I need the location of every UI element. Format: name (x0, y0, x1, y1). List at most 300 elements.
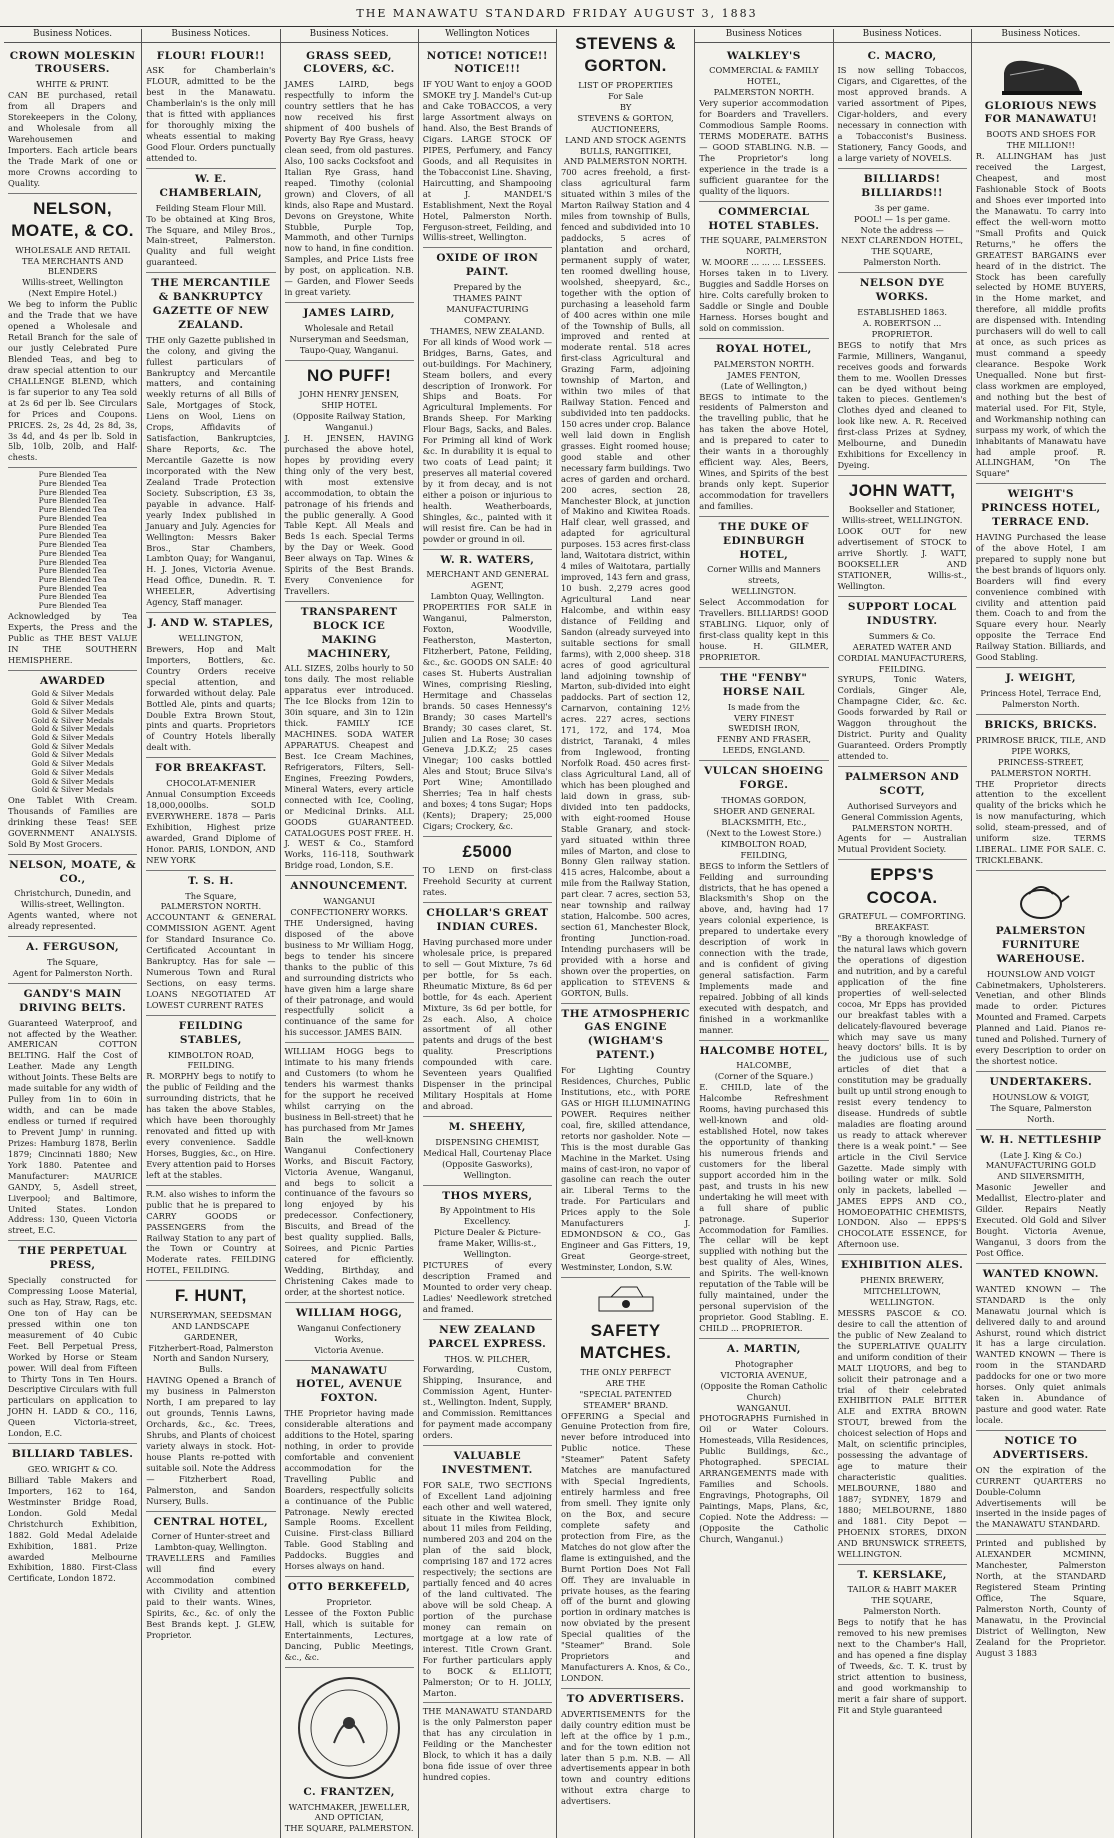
ad-list-item: Gold & Silver Medals (31, 689, 114, 699)
ad-subline: THOMAS GORDON, (721, 795, 807, 805)
ad-subline: THAMES, NEW ZEALAND. (430, 325, 545, 336)
ad-subline: HOUNSLOW AND VOIGT (986, 968, 1095, 979)
ad-title: SAFETY MATCHES. (579, 1320, 672, 1363)
ad-subline: POOL! — 1s per game. (853, 213, 951, 224)
ad-list-item: Pure Blended Tea (38, 470, 107, 480)
ad-subline: PRIMROSE BRICK, TILE, AND PIPE WORKS, (975, 734, 1106, 756)
advertisement (423, 837, 552, 903)
ad-subline: Wanganui Confectionery Works, (297, 1322, 401, 1344)
advertisement (146, 1016, 275, 1186)
ad-body: PROPERTIES FOR SALE in Wanganui, Palmerston, Foxton, Woodville, Featherston, Masterton, Fitzherbert, Patone, Feilding, &c., &c. GOODS ON SALE: 40 cases St. Huberts Australian Wines, comprising Riesling, Hermitage and Chasselas brands. 50 cases Hennessy's Brandy; 30 cases Martell's Brandy; 30 cases claret, St. Julien and La Rose; 30 cases Geneva J.D.K.Z; 25 cases Vinegar; 100 casks bottled Ales and Stout; Bruce Silva's Port Wine; Amontillado Sherries; Tea in half chests and boxes; 4 tons Sugar; Hops (Kents); Drapery; 25,000 Cigars; Crockery, &c. (422, 602, 552, 832)
advertisement (976, 1535, 1106, 1662)
ad-title: NO PUFF! (306, 365, 392, 385)
ad-subline: Corner Willis and Manners streets, (707, 564, 821, 586)
ad-body: Horses taken in to Livery. Buggies and Saddle Horses on hire. Colts carefully broken to Saddle or Single and Double Harness. Horses bought and sold on commission. (699, 268, 829, 333)
ad-body: To be obtained at King Bros, The Square, and Miley Bros., Main-street, Palmerston. Quality and full weight guaranteed. (146, 213, 276, 268)
advertisement (146, 1186, 275, 1282)
ad-subline: LAND AND STOCK AGENTS (565, 134, 687, 145)
ad-list-item: Gold & Silver Medals (31, 776, 114, 786)
advertisement (146, 758, 275, 870)
ad-subline: (Next Empire Hotel.) (28, 288, 117, 299)
ad-subline: THE SQUARE, PALMERSTON NORTH, (700, 235, 828, 257)
advertisement (423, 550, 552, 837)
ad-subline: THE SQUARE, (871, 1595, 933, 1606)
advertisement (285, 876, 414, 1043)
ad-title: GLORIOUS NEWS FOR MANAWATU! (984, 99, 1098, 126)
ad-body: Select Accommodation for Travellers. BILLIARDS! GOOD STABLING. Liquor, only of first-class quality kept in this house. H. GILMER, PROPRIETOR. (699, 597, 829, 662)
ad-body: We beg to inform the Public and the Trade that we have opened a Wholesale and Retail Branch for the sale of our justly Celebrated Pure Blended Teas, and beg to draw special attention to our CHALLENGE BLEND, which is far superior to any Tea sold at 2s 6d per lb. See Circulars for Prices and Coupons. PRICES. 2s, 2s 4d, 2s 8d, 3s, 3s 4d, and 4s per lb. Sold in 5lb, 10lb, 20lb, and Half-chests. (8, 299, 138, 463)
advertisement (976, 1130, 1106, 1264)
ad-list-item: Gold & Silver Medals (31, 759, 114, 769)
ad-body: PICTURES of every description Framed and Mounted to order very cheap. Ladies' Needlework stretched and framed. (422, 1260, 552, 1314)
ad-list-item: Pure Blended Tea (38, 513, 107, 523)
advertisement (146, 169, 275, 273)
ad-subline: Wholesale and Retail Nurseryman and Seedsman, (289, 322, 409, 344)
ad-list-item: Pure Blended Tea (38, 496, 107, 506)
ad-title: CHOLLAR'S GREAT INDIAN CURES. (426, 907, 549, 934)
ad-title: JAMES LAIRD, (303, 307, 395, 320)
ad-body: Billiard Table Makers and Importers, 162 to 164, Westminster Bridge Road, London. Gold Medal Christchurch Exhibition, 1882. Gold Medal Adelaide Exhibition, 1881. Prize awarded Melbourne Exhibition, 1880. First-Class Certificate, London 1872. (8, 1474, 138, 1584)
ad-title: NOTICE TO ADVERTISERS. (993, 1434, 1089, 1461)
ad-body: 700 acres freehold, a first-class agricultural farm situated within 3 miles of the Marton Railway Station and 4 miles from township of Bulls, fenced and subdivided into 10 paddocks, 5 acres of plantation and orchard, permanent supply of water, ten roomed dwelling house, woolshed, sheepyard, &c., together with the option of purchasing a leasehold farm of 400 acres within one mile of the Township of Bulls, all improved and rented at moderate rental. 518 acres first-class Agricultural and Grazing Farm, adjoining township of Marton, and within two miles of that Railway Station. Fenced and subdivided into ten paddocks. 150 acres under crop. Balance well laid down in English grasses. Eight roomed house; good stable and other necessary farm buildings. Two acres of garden and orchard. 200 acres, section 28, Manchester Block, at junction of Makino and Kiwitea Roads. Half clear, well grassed, and adapted for agricultural purposes. 153 acres first-class land, Waitotara district, within 4 miles of Waitotara, partially improved, 143 fern and grass, 10 bush. 2,279 acres good Agricultural Land near Halcombe, and within easy distance of Feilding and Sandon (already surveyed into suitable sections for small farms), with 2,000 sheep. 318 acres of good agricultural land adjoining township of Marton, sub-divided into eight paddocks. Part of section 12, Carnarvon, containing 12½ acres. 227 acres, sections 171, 172, and 174, Moa district, Taranaki, 4 miles from Inglewood, fronting Norfolk Road. 450 acres first-class Agricultural Land, all of which has been ploughed and laid down in grass, sub-divided into ten paddocks, with eight-roomed House Stable Granary, and stock-yard situated within three miles of Marton, and close to Bonny Glen railway station. 415 acres, Halcombe, about a mile from the Railway Station, part clear. 7 acres, section 53, near township and railway station, Halcombe. 500 acres, section 61, Manchester Block, fronting Junction-road. Intending purchasers will be provided with a horse and shown over the properties, on application to STEVENS & GORTON, Bulls. (561, 167, 691, 998)
ad-subline: 3s per game. (874, 202, 930, 213)
ad-subline: BY (619, 101, 632, 112)
column-heading: Business Notices. (834, 29, 971, 43)
ad-subline: THOS. W. PILCHER, (444, 1353, 531, 1364)
ad-title: FEILDING STABLES, (178, 1019, 244, 1046)
advertisement (8, 1241, 137, 1444)
ad-subline: PALMERSTON NORTH. (713, 358, 815, 369)
ad-list-item: Pure Blended Tea (38, 592, 107, 602)
ad-body: THE Proprietor directs attention to the excellent quality of the bricks which he is now manufacturing, which solid, steam-pressed, and of uniform size. TERMS LIBERAL. LIME FOR SALE. C. TRICKLEBANK. (975, 778, 1106, 866)
ad-list-item: Pure Blended Tea (38, 479, 107, 489)
ad-title: SUPPORT LOCAL INDUSTRY. (847, 600, 957, 627)
ad-subline: Prepared by the (453, 282, 522, 293)
column-2 (142, 29, 280, 1838)
advertisement (8, 984, 137, 1241)
advertisement (699, 339, 828, 517)
ad-title: THE MERCANTILE & BANKRUPTCY GAZETTE OF NEW ZEALAND. (151, 277, 271, 331)
ad-title: THE PERPETUAL PRESS, (18, 1245, 127, 1272)
ad-title: EPPS'S COCOA. (866, 865, 938, 907)
ad-subline: FEILDING. (187, 1060, 235, 1071)
advertisement (838, 767, 967, 860)
ad-body: THE Undersigned, having disposed of the above business to Mr William Hogg, begs to tender his sincere thanks to the public of this and surrounding districts who have given him a large share of their patronage, and would respectfully solicit a continuance of the same for his successor. JAMES BAIN. (284, 917, 414, 1038)
ad-body: Printed and published by ALEXANDER MCMINN, Manchester, Palmerston North, at the STANDARD Registered Steam Printing Office, The Square, Palmerston North, County of Manawatu, in the Provincial District of Wellington, New Zealand for the Proprietor. August 3 1883 (975, 1538, 1106, 1658)
ad-body: Agents for — Australian Mutual Provident Society. (837, 833, 967, 855)
ad-list-item: Pure Blended Tea (38, 531, 107, 541)
ad-title: NELSON DYE WORKS. (859, 277, 945, 304)
column-heading: Wellington Notices (419, 29, 556, 43)
ad-subline: By Appointment to His Excellency. (439, 1205, 536, 1227)
ad-subline: Fitzherbert-Road, Palmerston North and Sandon Nursery, Bulls. (148, 1342, 274, 1375)
ad-subline: (Opposite the Roman Catholic Church) (700, 1380, 828, 1402)
ad-list-item: Pure Blended Tea (38, 601, 107, 611)
ad-subline: MANUFACTURING GOLD AND SILVERSMITH, (985, 1160, 1097, 1182)
ad-body: One Tablet With Cream. Thousands of Families are drinking these Teas! SEE GOVERNMENT ANALYSIS. Sold By Most Grocers. (8, 795, 138, 849)
ad-subline: COMMERCIAL & FAMILY HOTEL, (709, 65, 819, 87)
ad-title: WILLIAM HOGG, (295, 1306, 403, 1319)
ad-subline: Feilding Steam Flour Mill. (155, 202, 267, 213)
ad-body: Having purchased more under wholesale price, is prepared to sell — Gout Mixture, 7s 6d per bottle, for 5s each. Rheumatic Mixture, 8s 6d per bottle, for 4s each. Aperient Mixture, 3s 6d per bottle, for 2s each. Also, A choice assortment of all other patents and drugs of the best quality. Prescriptions compounded with care. Seventeen years Qualified Dispenser in the principal Military Hospitals at Home and abroad. (422, 936, 552, 1111)
ad-subline: A. ROBERTSON ... PROPRIETOR. (862, 317, 942, 339)
ad-title: ANNOUNCEMENT. (290, 880, 408, 893)
advertisement (976, 484, 1106, 668)
ad-body: HAVING Opened a Branch of my business in Palmerston North, I am prepared to lay out grounds, Tennis Lawns, Orchards, &c., &c. Trees, Shrubs, and Plants of choicest variety always in stock. Hot-house Plants re-potted with suitable soil. Note the Address — Fitzherbert Road, Palmerston, and Sandon Nursery, Bulls. (146, 1375, 276, 1506)
advertisement (838, 1255, 967, 1564)
ad-title: J. AND W. STAPLES, (148, 617, 274, 630)
ad-subline: (Next to the Lowest Store.) (706, 827, 822, 838)
advertisement (423, 903, 552, 1117)
ad-body: MESSRS PASCOE & CO. desire to call the attention of the public of New Zealand to the SUPERLATIVE QUALITY and uniform condition of their MALT LIQUORS, and beg to solicit their patronage and a trial of their celebrated EXHIBITION PALE BITTER ALE and EXTRA BROWN STOUT, brewed from the choicest selection of Hops and Malt, on scientific principles, possessing the advantage of age to mature their characteristic qualities. MELBOURNE, 1880 and 1887; SYDNEY, 1879 and 1880; MELBOURNE, 1880 and 1881. City Depot — PHOENIX STORES, DIXON AND BRUNSWICK STREETS, WELLINGTON. (837, 1307, 967, 1559)
ad-title: UNDERTAKERS. (989, 1076, 1093, 1089)
advertisement (838, 169, 967, 273)
ad-subline: JAMES FENTON, (727, 369, 801, 380)
ad-subline: (Opposite Railway Station, Wanganui.) (292, 411, 406, 432)
ad-body: ACCOUNTANT & GENERAL COMMISSION AGENT. Agent for Standard Insurance Co. Certificated Accountant in Bankruptcy. Has for sale — Numerous Town and Rural Sections, on easy terms. LOANS NEGOTIATED AT LOWEST CURRENT RATES (146, 912, 276, 1010)
ad-subline: DISPENSING CHEMIST, (435, 1136, 540, 1147)
ad-subline: TAILOR & HABIT MAKER (847, 1584, 957, 1595)
ad-subline: Picture Dealer & Picture-frame Maker, Willis-st., Wellington. (433, 1227, 541, 1260)
ad-body: FOR SALE, TWO SECTIONS of Excellent Land adjoining each other and well watered, situate in the Kiwitea Block, about 11 miles from Feilding, numbered 203 and 204 on the plan of the said block, comprising 187 and 172 acres respectively; the sections are partially fenced and 40 acres of the land cultivated. The above will be sold Cheap. A portion of the purchase money can remain on mortgage at a low rate of interest. Title Crown Grant. For further particulars apply to BOCK & ELLIOTT, Palmerston; Or to H. JOLLY, Marton. (422, 1479, 552, 1698)
ad-list-item: Gold & Silver Medals (31, 706, 114, 716)
ad-title: A. FERGUSON, (26, 941, 120, 954)
ad-title: W. H. NETTLESHIP (980, 1133, 1102, 1146)
ad-list-item: Pure Blended Tea (38, 487, 107, 497)
ad-subline: VERY FINEST (734, 712, 794, 723)
advertisement (285, 1668, 414, 1838)
ad-list-item: Pure Blended Tea (38, 583, 107, 593)
ad-body: Guaranteed Waterproof, and not affected by the Weather. AMERICAN COTTON BELTING. Half the Cost of Leather. Made any Length without Joints. These Belts are made suitable for any width of Pulley from 1in to 60in in width, and can be made endless or turned if required to Prevent Jump' in running. Prizes: Hamburg 1878, Berlin 1879; Cincinnati 1880; New York 1880. Patentee and Manufacturer: MAURICE GANDY, 5, Asdell street, Liverpool; and Baltimore, United States. London Address: 130, Queen Victoria street, E.C. (8, 1017, 138, 1236)
ad-list-item: Pure Blended Tea (38, 522, 107, 532)
ad-title: W. R. WATERS, (440, 553, 535, 566)
advertisement (838, 46, 967, 169)
column-heading: Business Notices. (4, 29, 141, 43)
advertisement (699, 202, 828, 339)
advertisement (285, 303, 414, 361)
advertisement (561, 29, 690, 1004)
ad-body: Specially constructed for Compressing Loose Material, such as Hay, Straw, Rags, etc. One ton of Hay can be pressed within one ton measurement of 40 Cubic Feet. Bell Perpetual Press, Worked by Horse or Steam power. Will deal from Fifteen to Thirty Tons in Ten Hours. Descriptive Circulars with full particulars on application to JOHN H. LADD & CO., 116, Queen Victoria-street, London, E.C. (8, 1275, 138, 1439)
advertisement (561, 1004, 690, 1278)
ad-title: TO ADVERTISERS. (566, 1692, 685, 1705)
ad-subline: Bookseller and Stationer, Willis-street, WELLINGTON. (841, 504, 963, 526)
ad-subline: Lambton Quay, Wellington. (430, 591, 545, 602)
advertisement (699, 668, 828, 761)
ad-body: THE only Gazette published in the colony, and giving the fullest particulars of Bankruptcy and Mercantile matters, and containing weekly returns of all Bills of Sale, Mortgages of Stock, Liens on Wool, Liens on Crops, Affidavits of Satisfaction, Bankruptcies, Share Reports, &c. The Mercantile Gazette is now incorporated with the New Zealand Trade Protection Society. Subscription, £3 3s, payable in advance. Half-yearly Index published in January and July. Agencies for Wellington: Messrs Baker Bros., Star Chambers, Lambton Quay; for Wanganui, H. J. Jones, Victoria Avenue. Head Office, Dunedin. R. T. WHEELER, Advertising Agency, Staff manager. (146, 334, 276, 608)
advertisement (8, 468, 137, 670)
ad-subline: PALMERSTON NORTH. (160, 901, 262, 912)
ad-subline: Medical Hall, Courtenay Place (Opposite Gasworks), Wellington. (423, 1147, 552, 1180)
advertisement (838, 476, 967, 597)
advertisement (285, 361, 414, 602)
ad-title: F. HUNT, (174, 1286, 247, 1306)
column-4 (419, 29, 557, 1838)
column-heading: Business Notices (695, 29, 832, 43)
advertisement (423, 46, 552, 249)
advertisement (976, 715, 1106, 871)
ad-title: NELSON, MOATE, & CO., (9, 858, 137, 885)
column-grid (0, 27, 1114, 1834)
ad-body: ALL SIZES, 20lbs hourly to 50 tons daily. The most reliable apparatus ever introduced. The Ice Blocks from 12in to 30in square, and 3in to 12in thick. FAMILY ICE MACHINES. SODA WATER APPARATUS. Cheapest and Best. Ice Cream Machines, Refrigerators, Filters, Sell-Engines, Freezing Powders, Mineral Waters, every article connected with Ice, Cooling, or Medicinal Drinks. ALL GOODS GUARANTEED. CATALOGUES POST FREE. H. J. WEST & Co., Stamford Works, 116-118, Southwark Bridge road, London, S.E. (284, 663, 414, 871)
advertisement (285, 1303, 414, 1361)
ad-subline: FENBY AND FRASER, (716, 734, 812, 745)
steamer-brand-icon (561, 1281, 690, 1319)
ad-body: "By a thorough knowledge of the natural laws which govern the operations of digestion and nutrition, and by a careful application of the fine properties of well-selected cocoa, Mr Epps has provided our breakfast tables with a delicately-flavoured beverage which may save us many heavy doctors' bills. It is by the judicious use of such articles of diet that a constitution may be gradually built up until strong enough to resist every tendency to disease. Hundreds of subtle maladies are floating around us ready to attack wherever there is a weak point." — See article in the Civil Service Gazette. Made simply with boiling water or milk. Sold only in packets, labelled — JAMES EPPS AND CO., HOMOEOPATHIC CHEMISTS, LONDON. Also — EPPS'S CHOCOLATE ESSENCE, for Afternoon use. (837, 933, 967, 1250)
ad-title: M. SHEEHY, (448, 1120, 526, 1133)
advertisement (423, 1703, 552, 1787)
ad-body: R. ALLINGHAM has just received the Largest, Cheapest, and most Fashionable Stock of Boots and Shoes ever imported into the Manawatu. To carry into effect the well-worn motto "Small Profits and Quick Returns," he offers the GREATEST BARGAINS ever heard of in the district. The Stock has been carefully selected by HOME BUYERS, in the Home market, and therefore, all middle profits are dispensed with. Intending purchasers will do well to call at once, as such prices as must command a speedy clearance. Bespoke Work Unequalled. None but first-class workmen are employed, and nothing but the best of material used. For Fit, Style, and Workmanship nothing can surpass my work, of which the inhabitants of Manawatu have had ample proof. R. ALLINGHAM, "On The Square" (975, 151, 1106, 479)
ad-subline: (Corner of the Square.) (714, 1071, 814, 1082)
advertisement (146, 613, 275, 758)
ad-body: Cabinetmakers, Upholsterers. Venetian, and other Blinds made to order. Pictures Mounted and Framed. Carpets Planned and Laid. Pianos re-tuned and Polished. Turnery of every Description to order on the shortest notice. (975, 979, 1106, 1067)
ad-subline: PRINCESS-STREET, PALMERSTON NORTH. (990, 756, 1092, 778)
ad-subline: Note the address — (860, 224, 944, 235)
ad-title: JOHN WATT, (848, 481, 956, 501)
ad-subline: WHOLESALE AND RETAIL (15, 244, 130, 255)
ad-title: W. E. CHAMBERLAIN, (159, 172, 263, 199)
ad-body: PHOTOGRAPHS Furnished in Oil or Water Colours. Homesteads, Villa Residences, Public Buildings, &c., Photographed. SPECIAL ARRANGEMENTS made with Families and Schools. Engravings, Photographs, Oil Paintings, Maps, Plans, &c, Copied. Note the Address: — (Opposite the Catholic Church, Wanganui.) (699, 1413, 829, 1544)
column-1 (4, 29, 142, 1838)
ad-body: R.M. also wishes to inform the public that he is prepared to CARRY GOODS or PASSENGERS from the Railway Station to any part of the Town or Country at Moderate rates. FEILDING HOTEL, FEILDING. (146, 1188, 276, 1276)
ad-title: NELSON, MOATE, & CO. (11, 198, 135, 241)
ad-subline: BULLS, RANGITIKEI, (580, 145, 672, 156)
ad-title: £5000 (462, 841, 513, 861)
advertisement (561, 1278, 690, 1689)
ad-body: ASK for Chamberlain's FLOUR, admitted to be the best in the Manawatu. Chamberlain's is the only mill that is fitted with appliances for thoroughly mixing the wheats essential to making Good Flour. Orders punctually attended to. (146, 65, 276, 163)
ad-subline: LIST OF PROPERTIES (578, 79, 673, 90)
masthead: THE MANAWATU STANDARD FRIDAY AUGUST 3, 1883 (0, 0, 1114, 27)
ad-subline: SHOER AND GENERAL BLACKSMITH, Etc., (713, 805, 815, 827)
ad-title: TRANSPARENT BLOCK ICE MAKING MACHINERY, (300, 606, 398, 660)
ad-list-item: Gold & Silver Medals (31, 785, 114, 795)
advertisement (8, 46, 137, 194)
ad-title: J. WEIGHT, (1005, 672, 1077, 685)
kettle-icon (976, 874, 1106, 924)
column-heading: Business Notices. (972, 29, 1110, 43)
advertisement (285, 602, 414, 876)
ad-body: Agents wanted, where not already represented. (8, 910, 138, 932)
ad-title: VULCAN SHOEING FORGE. (704, 765, 824, 792)
ad-body: WILLIAM HOGG begs to intimate to his many friends and Customers (to whom he tenders his warmest thanks for the support he received whilst carrying on the business in Bell-street) that he has purchased from Mr James Bain the well-known Wanganui Confectionery Works, and Biscuit Factory, Victoria Avenue, Wanganui, and begs to solicit a continuance of the favours so long enjoyed by his predecessor. Confectionery, Biscuits, and Bread of the best quality supplied. Balls, Soirees, and Picnic Parties catered for efficiently. Wedding, Birthday, and Christening Cakes made to order, at the shortest notice. (284, 1046, 414, 1297)
advertisement (423, 1186, 552, 1320)
seal-illustration (285, 1671, 414, 1785)
advertisement (699, 46, 828, 202)
ad-list-item: Gold & Silver Medals (31, 767, 114, 777)
ad-subline: Victoria Avenue. (314, 1344, 384, 1355)
advertisement (699, 517, 828, 668)
ad-subline: Agent for Palmerston North. (12, 967, 133, 978)
ad-subline: Corner of Hunter-street and Lambton-quay, Wellington. (151, 1531, 271, 1553)
ad-title: OXIDE OF IRON PAINT. (436, 252, 539, 279)
ad-subline: Summers & Co. (868, 630, 936, 641)
column-3 (281, 29, 419, 1838)
ad-list-item: Gold & Silver Medals (31, 698, 114, 708)
advertisement (146, 273, 275, 613)
boot-illustration (976, 49, 1106, 99)
advertisement (285, 1577, 414, 1667)
ad-title: WEIGHT'S PRINCESS HOTEL, TERRACE END. (981, 488, 1101, 529)
ad-body: ON the expiration of the CURRENT QUARTERS no Double-Column Advertisements will be inserted in the inside pages of the MANAWATU STANDARD. (975, 1464, 1106, 1530)
ad-title: THOS MYERS, (442, 1189, 533, 1202)
advertisement (146, 871, 275, 1016)
advertisement (423, 1320, 552, 1446)
ad-subline: (Late J. King & Co.) (999, 1149, 1082, 1160)
ad-subline: Proprietor. (326, 1597, 372, 1608)
advertisement (423, 248, 552, 549)
ad-title: CROWN MOLESKIN TROUSERS. (9, 49, 136, 76)
ad-subline: HOUNSLOW & VOIGT, (992, 1091, 1090, 1102)
ad-subline: MERCHANT AND GENERAL AGENT, (426, 569, 549, 591)
ad-body: Annual Consumption Exceeds 18,000,000lbs. SOLD EVERYWHERE. 1878 — Paris Exhibition, Highest prize awarded, Grand Diplome of Honor. PARIS, LONDON, AND NEW YORK (146, 789, 276, 865)
ad-subline: TEA MERCHANTS AND BLENDERS (21, 255, 124, 277)
ad-subline: WHITE & PRINT. (36, 79, 109, 90)
ad-body: Masonic Jeweller and Medallist, Electro-plater and Gilder. Repairs Neatly Executed. Old Gold and Silver Bought. Victoria Avenue, Wanganui, 3 doors from the Post Office. (975, 1182, 1106, 1258)
ad-subline: LEEDS, ENGLAND. (722, 745, 806, 756)
ad-title: GANDY'S MAIN DRIVING BELTS. (19, 987, 127, 1014)
ad-title: CENTRAL HOTEL, (153, 1515, 269, 1528)
advertisement (285, 1361, 414, 1578)
ad-subline: PALMERSTON NORTH. (713, 87, 815, 98)
ad-list-item: Gold & Silver Medals (31, 741, 114, 751)
ad-body: WANTED KNOWN — The STANDARD is the only Manawatu journal which is delivered daily to and around Ashurst, round which district it has a large circulation. WANTED KNOWN — There is room in the STANDARD paddocks for one or two more horses. Only quiet animals taken in. Abundance of pasture and good water. Rate locale. (975, 1283, 1106, 1426)
ad-subline: Photographer (734, 1358, 793, 1369)
advertisement (976, 1072, 1106, 1130)
ad-body: IF YOU Want to enjoy a GOOD SMOKE try J. Mandel's Cut-up and Cake TOBACCOS, a very large Assortment always on hand. Also, the Best Brands of Cigars. LARGE STOCK OF PIPES, Perfumery, and Fancy Goods, and all Requisites in the Tobacconist Line. Shaving, Haircutting, and Shampooing at J. MANDEL'S Establishment, Next the Royal Hotel, Palmerston North. Ferguson-street, Feilding, and Willis-street, Wellington. (422, 79, 552, 243)
ad-subline: THE ONLY PERFECT (580, 1366, 671, 1377)
advertisement (8, 1444, 137, 1588)
ad-subline: PALMERSTON NORTH. (851, 822, 953, 833)
ad-subline: THE SQUARE, PALMERSTON. (284, 1823, 414, 1834)
ad-list-item: Pure Blended Tea (38, 505, 107, 515)
ad-title: FLOUR! FLOUR!! (156, 49, 265, 62)
ad-subline: VICTORIA AVENUE, (720, 1369, 808, 1380)
ad-body: For all kinds of Wood work — Bridges, Barns, Gates, and out-buildings. For Machinery, Steam boilers, and every description of Ironwork. For Ships and Boats. For Agricultural Implements. For Brands Sheep. For Marking Flour Bags, Sacks, and Bales. For Priming all kind of Work &c. In durability it is equal to two coats of Lead paint; it preserves all material covered by it from decay, and is not either a poison or injurious to health. Weatherboards, Shingles, &c., painted with it will resist fire. Can be had in powder or ground in oil. (422, 336, 552, 544)
ad-title: NEW ZEALAND PARCEL EXPRESS. (428, 1323, 547, 1350)
ad-subline: The Square, Palmerston North. (990, 1102, 1092, 1124)
column-heading: Business Notices. (142, 29, 279, 43)
ad-body: E. CHILD, late of the Halcombe Refreshment Rooms, having purchased this well-known and old-established Hotel, now takes the opportunity of thanking his numerous friends and customers for the liberal support accorded him in the past, and trusts in his new undertaking he will meet with a full share of public patronage. Superior Accommodation for Families. The cellar will be kept supplied with nothing but the best quality of Ales, Wines, and Spirits. The well-known reputation of the Table will be fully maintained, under the personal supervision of the proprietor. Good Stabling. E. CHILD ... PROPRIETOR. (699, 1082, 829, 1333)
ad-list-item: Pure Blended Tea (38, 566, 107, 576)
ad-title: T. KERSLAKE, (857, 1568, 947, 1581)
ad-subline: MITCHELLTOWN, WELLINGTON. (863, 1286, 941, 1308)
ad-title: BRICKS, BRICKS. (984, 718, 1098, 731)
ad-body: JAMES LAIRD, begs respectfully to inform the country settlers that he has now received his first shipment of 400 bushels of Poverty Bay Rye Grass, heavy clean seed, from old pastures. Also, 100 sacks Cocksfoot and Italian Rye Grass, hand reaped. Timothy (colonial grown) and Clovers, of all kinds, also Rape and Mustard. Devons on Greystone, White Stubble, Purple Top, Mammoth, and other Turnips now to hand, in fine condition. Samples, and Price Lists free by post, on application. N.B. — Garden, and Flower Seeds in great variety. (284, 79, 414, 298)
ad-title: C. FRANTZEN, (303, 1785, 395, 1798)
ad-body: ADVERTISEMENTS for the daily country edition must be left at the office by 1 p.m., and for the town edition not later than 5 p.m. N.B. — All advertisements appear in both town and country editions without extra charge to advertisers. (561, 1708, 691, 1807)
ad-list-item: Gold & Silver Medals (31, 732, 114, 742)
advertisement (8, 855, 137, 937)
ad-subline: AERATED WATER AND CORDIAL MANUFACTURERS, FEILDING. (837, 641, 967, 674)
ad-title: BILLIARDS! BILLIARDS!! (861, 172, 943, 199)
ad-title: GRASS SEED, CLOVERS, &C. (303, 49, 395, 76)
ad-list-item: Gold & Silver Medals (31, 724, 114, 734)
ad-subline: The Square, (47, 957, 99, 968)
ad-title: FOR BREAKFAST. (155, 762, 267, 775)
ad-subline: SWEDISH IRON, (728, 723, 800, 734)
advertisement (838, 860, 967, 1255)
advertisement (976, 1431, 1106, 1535)
ad-subline: HALCOMBE, (736, 1060, 792, 1071)
ad-list (8, 690, 137, 795)
ad-title: NOTICE! NOTICE!! NOTICE!!! (426, 49, 548, 76)
ad-subline: Authorised Surveyors and General Commission Agents, (841, 800, 963, 822)
advertisement (285, 1043, 414, 1303)
ad-subline: NEXT CLARENDON HOTEL, (841, 235, 964, 246)
column-heading: Business Notices. (281, 29, 418, 43)
ad-title: HALCOMBE HOTEL, (699, 1044, 829, 1057)
ad-subline: THE SQUARE, (871, 246, 933, 257)
ad-body: BEGS to inform the Settlers of Feilding and surrounding districts, that he has opened a Blacksmith's Shop on the above, and, having had 17 years colonial experience, is prepared to undertake every description of work in connection with the trade, and is confident of giving general satisfaction. Farm Implements made and repaired. Jobbing of all kinds executed with despatch, and finished in a workmanlike manner. (699, 860, 829, 1035)
ad-body: OFFERING a Special and Genuine Protection from fire, never before introduced into Public notice. These "Steamer" Patent Safety Matches are manufactured with Special Ingredients, entirely harmless and free from smell. They ignite only on the Box, and secure complete safety and protection from Fire, as the Matches do not glow after the flame is extinguished, and the Burnt Portion Does Not Fall Off. They are invaluable in private houses, as the fearing off of the burnt and glowing portion in ordinary matches is now obviated by the present Special qualities of the "Steamer" Brand. Sole Proprietors and Manufacturers A. Knos, & Co., LONDON. (561, 1410, 691, 1683)
ad-title: T. S. H. (187, 874, 234, 887)
ad-subline: Is made from the (727, 701, 800, 712)
ad-subline: Palmerston North. (863, 1606, 941, 1617)
ad-title: THE ATMOSPHERIC GAS ENGINE (WIGHAM'S PATENT.) (561, 1007, 690, 1062)
advertisement (976, 871, 1106, 1072)
advertisement (146, 1281, 275, 1511)
ad-body: For Lighting Country Residences, Churches, Public Institutions, etc., with PORE GAS or HIGH ILLUMINATING POWER. Requires neither coal, fire, skilled attendance, retorts nor gasholder. Note — This is the most durable Gas Machine in the Market. Using mains of cast-iron, no vapor of gasoline can reach the outer air. Liberal Terms to the trade. For Particulars and Prices apply to the Sole Manufacturers J. EDMONDSON & CO., Gas Engineer and Gas Fitters, 19, Great George-street, Westminster, London, S.W. (561, 1065, 691, 1272)
ad-list-item: Pure Blended Tea (38, 557, 107, 567)
ad-subline: JOHN HENRY JENSEN, (299, 389, 399, 400)
ad-subline: Palmerston North. (1002, 698, 1080, 709)
ad-body: BEGS to notify that Mrs Farmie, Milliners, Wanganui, receives goods and forwards them to me. Woollen Dresses can be dyed without being taken to pieces. Gentlemen's Clothes dyed and cleaned to look like new. A. R. Received first-class Prizes at Sydney, Melbourne, and Dunedin Exhibitions for Excellency in Dyeing. (837, 339, 967, 471)
ad-title: PALMERSTON FURNITURE WAREHOUSE. (995, 925, 1086, 965)
ad-title: WANTED KNOWN. (982, 1267, 1099, 1280)
ad-title: OTTO BERKEFELD, (287, 1581, 411, 1594)
advertisement (423, 1117, 552, 1186)
ad-subline: GRATEFUL — COMFORTING. (838, 911, 966, 922)
column-8 (972, 29, 1110, 1838)
column-7 (834, 29, 972, 1838)
advertisement (976, 46, 1106, 485)
ad-list-item: Pure Blended Tea (38, 548, 107, 558)
advertisement (699, 761, 828, 1040)
ad-body: TO LEND on first-class Freehold Security at current rates. (422, 865, 552, 898)
ad-subline: CHOCOLAT-MENIER (166, 778, 256, 789)
column-5 (557, 29, 695, 1838)
advertisement (285, 46, 414, 303)
ad-title: MANAWATU HOTEL, AVENUE FOXTON. (295, 1364, 403, 1405)
ad-subline: KIMBOLTON ROAD, FEILDING, (720, 838, 807, 860)
ad-subline: AND PALMERSTON NORTH. (564, 156, 688, 167)
ad-list-item: Gold & Silver Medals (31, 715, 114, 725)
ad-subline: Taupo-Quay, Wanganui. (299, 344, 399, 355)
ad-list (8, 471, 137, 611)
ad-subline: KIMBOLTON ROAD, (167, 1049, 254, 1060)
advertisement (423, 1446, 552, 1703)
ad-subline: BREAKFAST. (874, 922, 930, 933)
ad-subline: THAMES PAINT MANUFACTURING COMPANY. (446, 293, 529, 325)
ad-subline: WELLINGTON, (178, 632, 244, 643)
advertisement (838, 1565, 967, 1720)
ad-body: Brewers, Hop and Malt Importers, Bottlers, &c. Country Orders receive special attention, and forwarded without delay. Pale Bottled Ale, pints and quarts; Double Extra Brown Stout, pints and quarts. Proprietors of Country Hotels liberally dealt with. (146, 643, 276, 753)
ad-body: Acknowledged by Tea Experts, the Press and the Public as THE BEST VALUE IN THE SOUTHERN HEMISPHERE. (8, 610, 138, 665)
ad-subline: WELLINGTON. (731, 586, 797, 597)
ad-subline: STEVENS & GORTON, (577, 112, 674, 123)
ad-subline: (Late of Wellington,) (720, 380, 807, 391)
ad-subline: Palmerston North. (863, 257, 941, 268)
ad-body: THE MANAWATU STANDARD is the only Palmerston paper that has any circulation in Feilding or the Manchester Block, to which it has a daily bona fide issue of over three hundred copies. (422, 1706, 552, 1783)
ad-subline: Willis-street, Wellington (22, 277, 124, 288)
ad-body: J. H. JENSEN, HAVING purchased the above hotel, hopes by providing every thing only of the very best, with most extensive accommodation, to obtain the patronage of his friends and the public generally. A Good Table Kept. All Meals and Beds 1s each. Special Terms by the Day or Week. Good Beer always on Tap. Wines & Spirits of the Best Brands. Every Convenience for Travellers. (284, 432, 414, 597)
ad-subline: The Square, (185, 890, 237, 901)
ad-title: VALUABLE INVESTMENT. (441, 1450, 533, 1476)
column-6 (695, 29, 833, 1838)
ad-title: COMMERCIAL HOTEL STABLES. (708, 205, 820, 232)
ad-subline: NURSERYMAN, SEEDSMAN AND LANDSCAPE GARDENER, (149, 1309, 272, 1342)
ad-subline: "SPECIAL PATENTED STEAMER" BRAND. (579, 1388, 672, 1410)
ad-body: IS now selling Tobaccos, Cigars, and Cigarettes, of the most approved brands. A varied assortment of Pipes, Cigar-holders, and every necessary in connection with a Tobacconist's Business. Stationery, Fancy Goods, and a large variety of NOVELS. (837, 65, 967, 163)
